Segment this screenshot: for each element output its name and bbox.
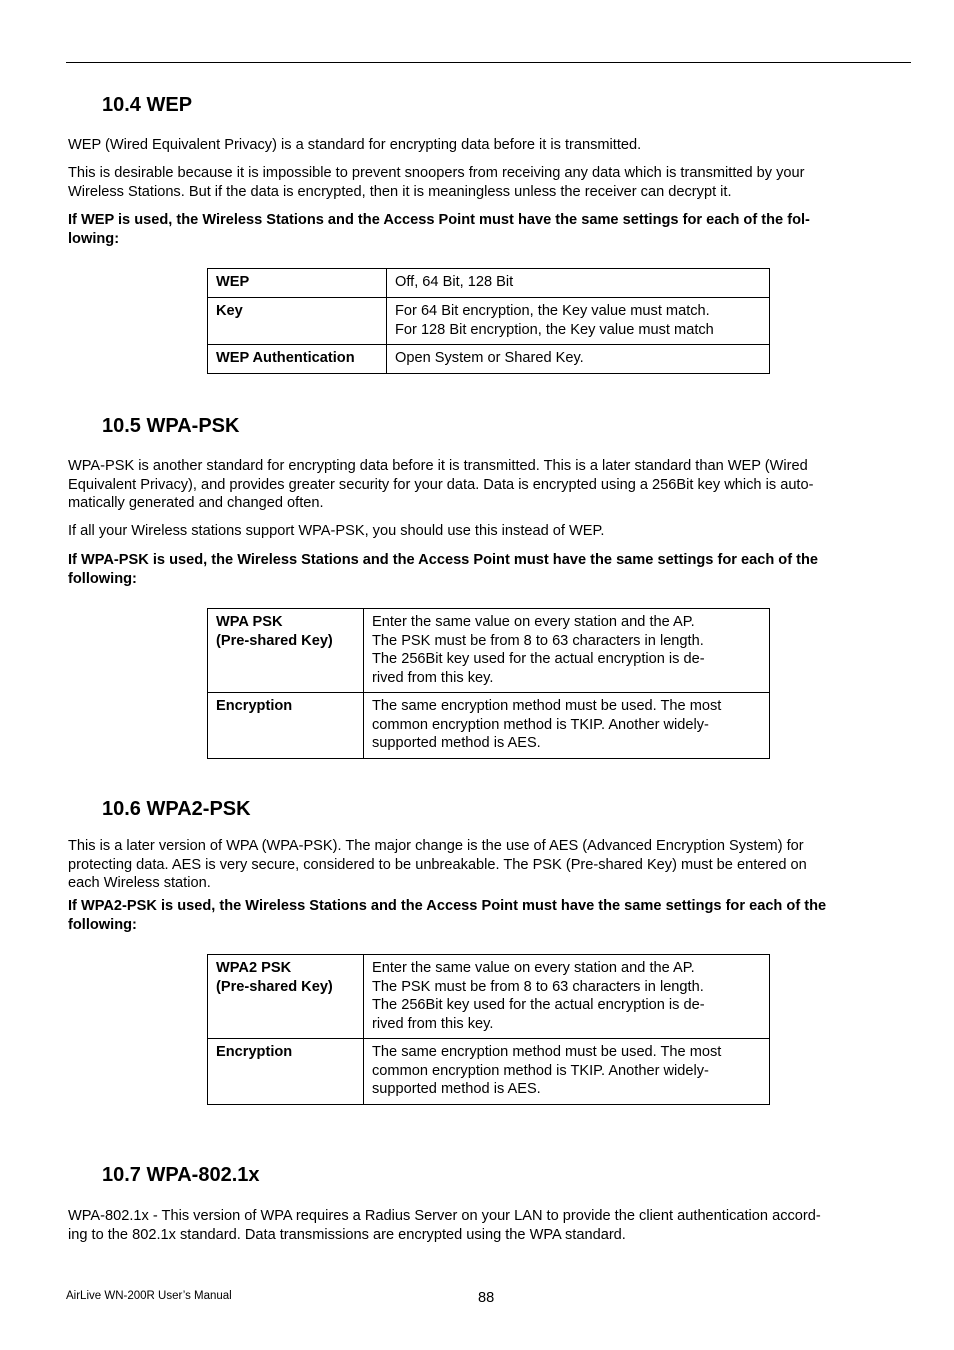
table-key: Key — [208, 298, 387, 345]
wep-settings-table — [207, 268, 770, 374]
table-key: WPA PSK (Pre-shared Key) — [208, 609, 364, 693]
bold-note: If WEP is used, the Wireless Stations and the Access Point must have the same settings for each of the fol- lowing: — [68, 212, 810, 247]
bold-note: If WPA2-PSK is used, the Wireless Stations and the Access Point must have the same settings for each of the following: — [68, 898, 827, 933]
table-row — [208, 298, 770, 345]
table-value: Enter the same value on every station and the AP. The PSK must be from 8 to 63 characters in length. The 256Bit key used for the actual encryption is de- rived from this key. — [364, 955, 770, 1039]
wpa-psk-settings-table — [207, 608, 770, 759]
footer-manual-title: AirLive WN-200R User’s Manual — [66, 1290, 232, 1302]
table-key: WEP Authentication — [208, 345, 387, 374]
table-key: Encryption — [208, 693, 364, 759]
section-title-wpa-psk: 10.5 WPA-PSK — [102, 415, 240, 437]
section-title-wpa2-psk: 10.6 WPA2-PSK — [102, 798, 251, 820]
table-value: Open System or Shared Key. — [387, 345, 770, 374]
section-title-wpa-8021x: 10.7 WPA-802.1x — [102, 1164, 260, 1186]
table-value: The same encryption method must be used. The most common encryption method is TKIP. Another widely- supported method is AES. — [364, 693, 770, 759]
table-row — [208, 269, 770, 298]
bold-note: If WPA-PSK is used, the Wireless Stations and the Access Point must have the same settings for each of the following: — [68, 552, 819, 587]
table-value: For 64 Bit encryption, the Key value must match. For 128 Bit encryption, the Key value must match — [387, 298, 770, 345]
table-row — [208, 693, 770, 759]
paragraph: WPA-PSK is another standard for encrypting data before it is transmitted. This is a later standard than WEP (Wired Equivalent Privacy), and provides greater security for your data. Data is encrypted using a 256Bit key which is auto- matically generated and changed often. — [68, 458, 814, 511]
table-row — [208, 1039, 770, 1105]
section-title-wep: 10.4 WEP — [102, 94, 193, 116]
table-key: Encryption — [208, 1039, 364, 1105]
table-value: Off, 64 Bit, 128 Bit — [387, 269, 770, 298]
paragraph: If all your Wireless stations support WPA-PSK, you should use this instead of WEP. — [68, 523, 605, 539]
header-rule — [66, 62, 911, 63]
table-key: WEP — [208, 269, 387, 298]
table-value: The same encryption method must be used. The most common encryption method is TKIP. Another widely- supported method is AES. — [364, 1039, 770, 1105]
table-value: Enter the same value on every station and the AP. The PSK must be from 8 to 63 characters in length. The 256Bit key used for the actual encryption is de- rived from this key. — [364, 609, 770, 693]
table-key: WPA2 PSK (Pre-shared Key) — [208, 955, 364, 1039]
table-row — [208, 609, 770, 693]
table-row — [208, 345, 770, 374]
page-number: 88 — [478, 1290, 495, 1306]
paragraph: This is a later version of WPA (WPA-PSK). The major change is the use of AES (Advanced Encryption System) for protecting data. AES is very secure, considered to be unbreakable. The PSK (Pre-shared Key) must be entered on each Wireless station. — [68, 838, 807, 891]
paragraph: WEP (Wired Equivalent Privacy) is a standard for encrypting data before it is transmitted. — [68, 137, 642, 153]
paragraph: WPA-802.1x - This version of WPA requires a Radius Server on your LAN to provide the client authentication accord- ing to the 802.1x standard. Data transmissions are encrypted using the WPA standard. — [68, 1208, 821, 1243]
wpa2-psk-settings-table — [207, 954, 770, 1105]
table-row — [208, 955, 770, 1039]
paragraph: This is desirable because it is impossible to prevent snoopers from receiving any data which is transmitted by your Wireless Stations. But if the data is encrypted, then it is meaningless unless the receiver can decrypt it. — [68, 165, 805, 200]
